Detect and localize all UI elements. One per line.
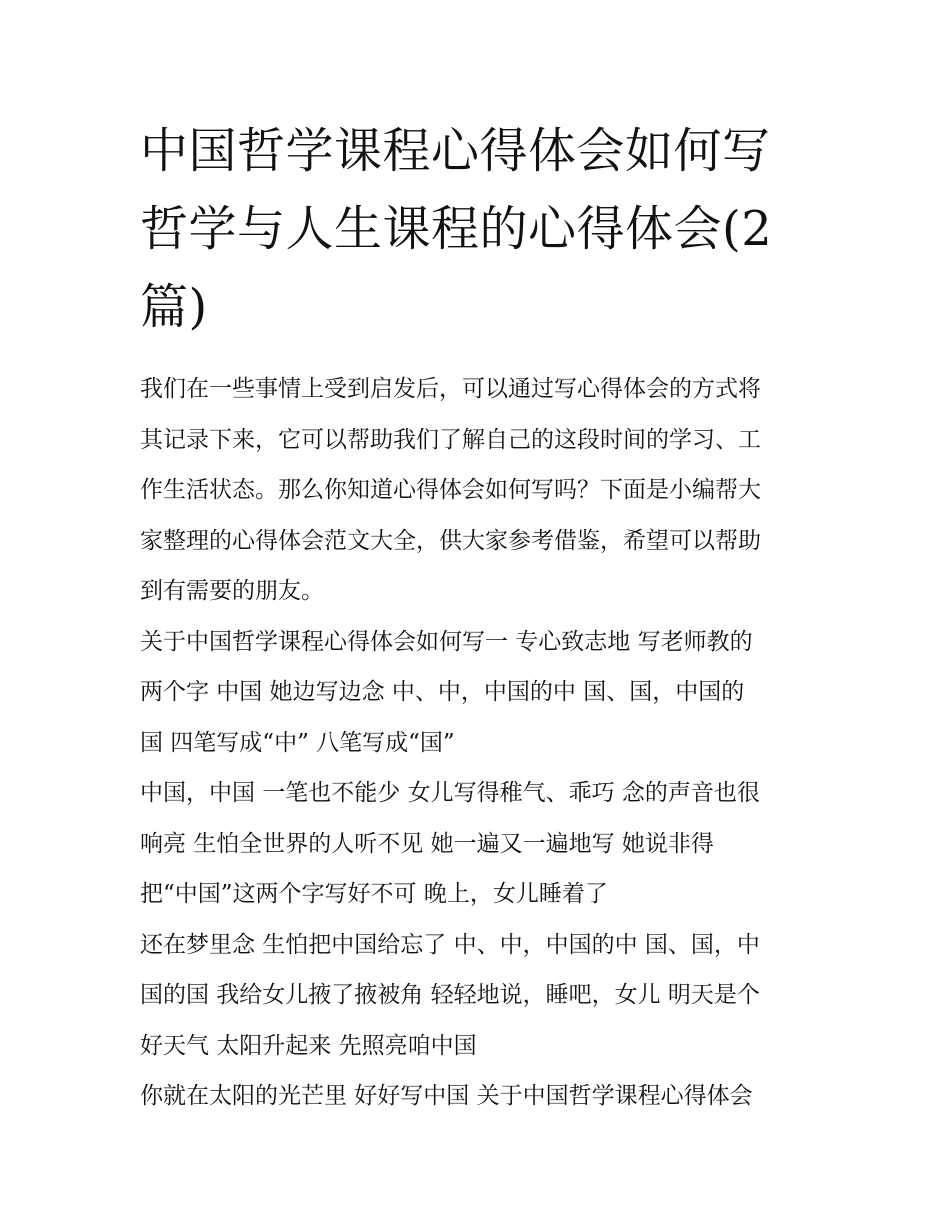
document-body xyxy=(140,364,820,1122)
title-line: 哲学与人生课程的心得体会(2 xyxy=(140,201,773,257)
body-line: 国 四笔写成“中” 八笔写成“国” xyxy=(140,729,455,756)
body-line: 好天气 太阳升起来 先照亮咱中国 xyxy=(140,1032,477,1059)
title-line: 篇) xyxy=(140,279,208,335)
title-line: 中国哲学课程心得体会如何写 xyxy=(140,123,771,179)
body-line: 关于中国哲学课程心得体会如何写一 专心致志地 写老师教的 xyxy=(140,628,753,655)
body-line: 你就在太阳的光芒里 好好写中国 关于中国哲学课程心得体会 xyxy=(140,1083,753,1109)
document-title xyxy=(140,112,820,346)
body-line: 还在梦里念 生怕把中国给忘了 中、中，中国的中 国、国，中 xyxy=(140,931,760,958)
body-line: 响亮 生怕全世界的人听不见 她一遍又一遍地写 她说非得 xyxy=(140,830,714,857)
body-line: 把“中国”这两个字写好不可 晚上，女儿睡着了 xyxy=(140,881,608,907)
body-line: 到有需要的朋友。 xyxy=(140,578,324,604)
body-line: 我们在一些事情上受到启发后，可以通过写心得体会的方式将 xyxy=(140,376,761,402)
body-line: 作生活状态。那么你知道心得体会如何写吗？下面是小编帮大 xyxy=(140,477,761,503)
body-line: 其记录下来，它可以帮助我们了解自己的这段时间的学习、工 xyxy=(140,426,761,453)
body-line: 中国，中国 一笔也不能少 女儿写得稚气、乖巧 念的声音也很 xyxy=(140,780,760,806)
document-page xyxy=(140,112,820,1122)
body-line: 两个字 中国 她边写边念 中、中，中国的中 国、国，中国的 xyxy=(140,679,745,705)
body-line: 家整理的心得体会范文大全，供大家参考借鉴，希望可以帮助 xyxy=(140,527,761,554)
body-line: 国的国 我给女儿掖了掖被角 轻轻地说，睡吧，女儿 明天是个 xyxy=(140,982,760,1008)
